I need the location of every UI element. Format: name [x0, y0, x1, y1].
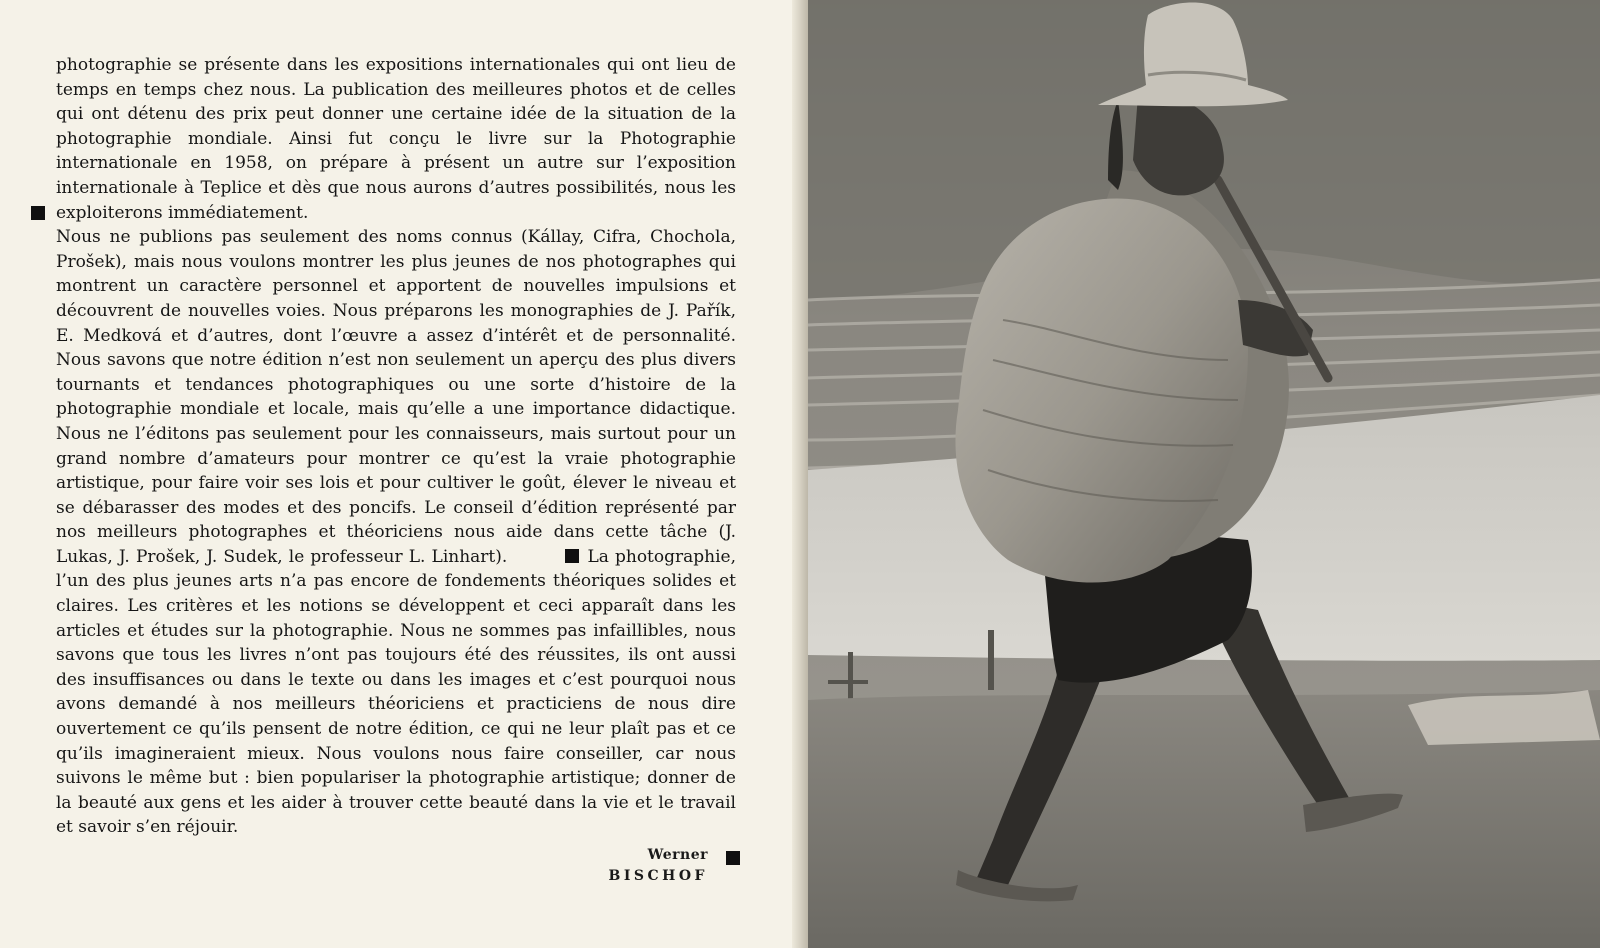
signature-bullet: [726, 851, 740, 865]
paragraph-2: Nous ne publions pas seulement des noms connus (Kállay, Cifra, Chochola, Prošek), mais nous voulons montrer les plus jeunes de nos photographes qui montrent un caractère personnel et apportent de nouvelles impulsions et découvrent de nouvelles voies. Nous préparons les monographies de J. Pařík, E. Medková et d’autres, dont l’œuvre a assez d’intérêt et de personnalité. Nous savons que notre édition n’est non seulement un aperçu des plus divers tournants et tendances photographiques ou une sorte d’histoire de la photographie mondiale et locale, mais qu’elle a une importance didactique. Nous ne l’éditons pas seulement pour les connaisseurs, mais surtout pour un grand nombre d’amateurs pour montrer ce qu’est la vraie photographie artistique, pour faire voir ses lois et pour cultiver le goût, élever le niveau et se débarasser des modes et des poncifs. Le conseil d’édition représenté par nos meilleurs photographes et théoriciens nous aide dans cette tâche (J. Lukas, J. Prošek, J. Sudek, le professeur L. Linhart).: [56, 227, 736, 567]
paragraph-bullet: [31, 206, 45, 220]
paragraph-3: La photographie, l’un des plus jeunes arts n’a pas encore de fondements théoriques solides et claires. Les critères et les notions se développent et ceci apparaît dans les articles et études sur la photographie. Nous ne sommes pas infaillibles, nous savons que tous les livres n’ont pas toujours été des réussites, ils ont aussi des insuffisances ou dans le texte ou dans les images et c’est pourquoi nous avons demandé à nos meilleurs théoriciens et practiciens de nous dire ouvertement ce qu’ils pensent de notre édition, ce qui ne leur plaît pas et ce qu’ils imagineraient mieux. Nous voulons nous faire conseiller, car nous suivons le même but : bien populariser la photographie artistique; donner de la beauté aux gens et les aider à trouver cette beauté dans la vie et le travail et savoir s’en réjouir.: [56, 546, 736, 838]
photo-svg: [808, 0, 1600, 948]
book-gutter: [792, 0, 808, 948]
body-text: [56, 53, 736, 840]
photographer-first-name: Werner: [647, 847, 708, 863]
photographer-signature: [560, 847, 740, 897]
paragraph-bullet-inline: [565, 549, 579, 563]
photographer-last-name: BISCHOF: [608, 868, 708, 884]
paragraph-1: photographie se présente dans les expositions internationales qui ont lieu de temps en temps chez nous. La publication des meilleures photos et de celles qui ont détenu des prix peut donner une certaine idée de la situation de la photographie mondiale. Ainsi fut conçu le livre sur la Photographie internationale en 1958, on prépare à présent un autre sur l’exposition internationale à Teplice et dès que nous aurons d’autres possibilités, nous les exploiterons immédiatement.: [56, 55, 736, 223]
photograph: [808, 0, 1600, 948]
